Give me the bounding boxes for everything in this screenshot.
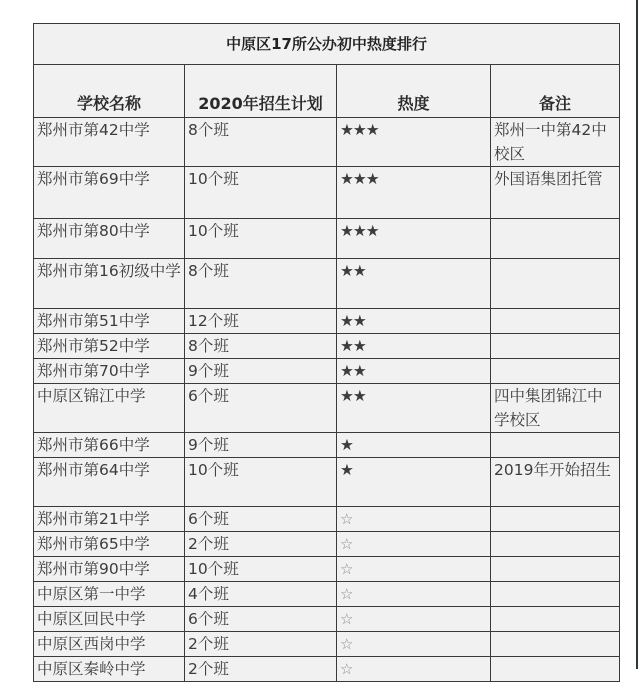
school-name-cell: 中原区回民中学 <box>34 607 185 632</box>
note-cell <box>491 359 620 384</box>
enrollment-plan-cell: 6个班 <box>185 507 337 532</box>
school-name-cell: 郑州市第42中学 <box>34 118 185 167</box>
heat-rating-cell: ☆ <box>337 557 491 582</box>
table-title: 中原区17所公办初中热度排行 <box>34 24 620 65</box>
heat-rating-cell: ★★★ <box>337 219 491 259</box>
school-name-cell: 中原区秦岭中学 <box>34 657 185 682</box>
heat-rating-cell: ☆ <box>337 632 491 657</box>
enrollment-plan-cell: 10个班 <box>185 219 337 259</box>
header-notes: 备注 <box>491 65 620 118</box>
school-name-cell: 郑州市第90中学 <box>34 557 185 582</box>
heat-rating-cell: ☆ <box>337 532 491 557</box>
school-name-cell: 中原区锦江中学 <box>34 384 185 433</box>
right-frame-border <box>636 0 638 669</box>
enrollment-plan-cell: 8个班 <box>185 334 337 359</box>
header-school-name: 学校名称 <box>34 65 185 118</box>
enrollment-plan-cell: 12个班 <box>185 309 337 334</box>
note-cell <box>491 557 620 582</box>
note-cell <box>491 219 620 259</box>
note-cell <box>491 657 620 682</box>
note-cell: 郑州一中第42中校区 <box>491 118 620 167</box>
note-cell <box>491 309 620 334</box>
school-name-cell: 郑州市第66中学 <box>34 433 185 458</box>
table-row <box>34 309 620 334</box>
enrollment-plan-cell: 10个班 <box>185 458 337 507</box>
heat-rating-cell: ★★ <box>337 334 491 359</box>
heat-rating-cell: ★ <box>337 458 491 507</box>
school-name-cell: 郑州市第70中学 <box>34 359 185 384</box>
table-body <box>34 118 620 682</box>
table-row <box>34 259 620 309</box>
note-cell <box>491 532 620 557</box>
enrollment-plan-cell: 2个班 <box>185 632 337 657</box>
note-cell <box>491 507 620 532</box>
enrollment-plan-cell: 4个班 <box>185 582 337 607</box>
enrollment-plan-cell: 6个班 <box>185 384 337 433</box>
table-row <box>34 532 620 557</box>
enrollment-plan-cell: 2个班 <box>185 657 337 682</box>
enrollment-plan-cell: 10个班 <box>185 167 337 219</box>
table-row <box>34 334 620 359</box>
note-cell <box>491 259 620 309</box>
school-name-cell: 郑州市第65中学 <box>34 532 185 557</box>
note-cell: 外国语集团托管 <box>491 167 620 219</box>
table-row <box>34 384 620 433</box>
table-row <box>34 219 620 259</box>
note-cell <box>491 632 620 657</box>
note-cell <box>491 607 620 632</box>
table-row <box>34 458 620 507</box>
school-name-cell: 郑州市第64中学 <box>34 458 185 507</box>
heat-rating-cell: ☆ <box>337 657 491 682</box>
note-cell <box>491 582 620 607</box>
note-cell: 2019年开始招生 <box>491 458 620 507</box>
table-row <box>34 607 620 632</box>
heat-rating-cell: ☆ <box>337 507 491 532</box>
header-heat: 热度 <box>337 65 491 118</box>
header-enrollment-plan: 2020年招生计划 <box>185 65 337 118</box>
note-cell <box>491 433 620 458</box>
enrollment-plan-cell: 9个班 <box>185 433 337 458</box>
school-name-cell: 中原区第一中学 <box>34 582 185 607</box>
heat-rating-cell: ★★★ <box>337 167 491 219</box>
school-ranking-table <box>33 23 620 682</box>
heat-rating-cell: ★★ <box>337 384 491 433</box>
heat-rating-cell: ☆ <box>337 582 491 607</box>
table-row <box>34 582 620 607</box>
heat-rating-cell: ★★★ <box>337 118 491 167</box>
enrollment-plan-cell: 8个班 <box>185 259 337 309</box>
table-row <box>34 557 620 582</box>
table-row <box>34 167 620 219</box>
table-row <box>34 359 620 384</box>
table-row <box>34 507 620 532</box>
heat-rating-cell: ★★ <box>337 309 491 334</box>
school-name-cell: 郑州市第80中学 <box>34 219 185 259</box>
note-cell <box>491 334 620 359</box>
enrollment-plan-cell: 9个班 <box>185 359 337 384</box>
note-cell: 四中集团锦江中学校区 <box>491 384 620 433</box>
table-row <box>34 433 620 458</box>
enrollment-plan-cell: 8个班 <box>185 118 337 167</box>
school-name-cell: 中原区西岗中学 <box>34 632 185 657</box>
school-name-cell: 郑州市第69中学 <box>34 167 185 219</box>
heat-rating-cell: ☆ <box>337 607 491 632</box>
enrollment-plan-cell: 6个班 <box>185 607 337 632</box>
table-row <box>34 118 620 167</box>
table-row <box>34 632 620 657</box>
heat-rating-cell: ★ <box>337 433 491 458</box>
enrollment-plan-cell: 10个班 <box>185 557 337 582</box>
school-name-cell: 郑州市第16初级中学 <box>34 259 185 309</box>
table-row <box>34 657 620 682</box>
school-name-cell: 郑州市第21中学 <box>34 507 185 532</box>
heat-rating-cell: ★★ <box>337 259 491 309</box>
school-name-cell: 郑州市第52中学 <box>34 334 185 359</box>
heat-rating-cell: ★★ <box>337 359 491 384</box>
school-name-cell: 郑州市第51中学 <box>34 309 185 334</box>
enrollment-plan-cell: 2个班 <box>185 532 337 557</box>
